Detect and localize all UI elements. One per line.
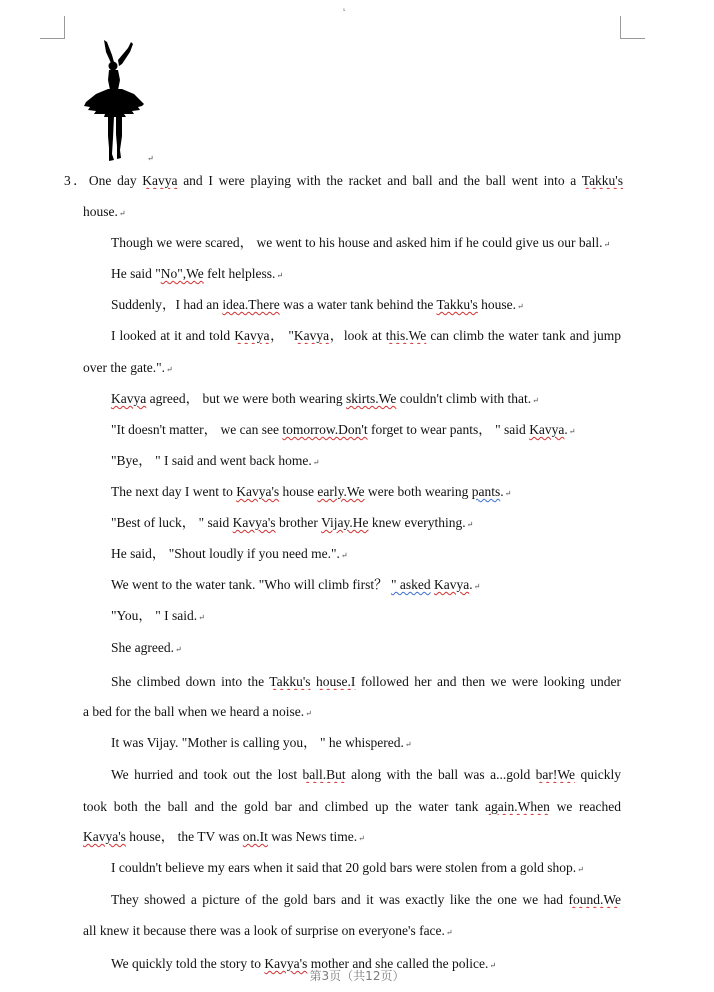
story-line bbox=[111, 577, 480, 593]
spellcheck-flagged-text: Takku's bbox=[436, 297, 478, 312]
story-line bbox=[83, 799, 621, 815]
text-run: It was Vijay. "Mother is calling you， " he whispered. bbox=[111, 735, 404, 750]
text-run: house. bbox=[83, 204, 118, 219]
text-run: We went to the water tank. "Who will climb first？ bbox=[111, 577, 391, 592]
spellcheck-flagged-text: Kavya's bbox=[232, 515, 276, 530]
paragraph-mark: ↵ bbox=[473, 582, 481, 591]
spellcheck-flagged-text: " asked bbox=[390, 577, 431, 592]
spellcheck-flagged-text: Kavya bbox=[111, 391, 147, 406]
paragraph-mark: ↵ bbox=[466, 520, 474, 529]
text-run: ，look at bbox=[329, 328, 386, 343]
text-run: . bbox=[469, 577, 473, 592]
text-run: "It doesn't matter， we can see bbox=[111, 422, 283, 437]
story-line bbox=[111, 297, 524, 313]
story-line bbox=[111, 892, 621, 908]
story-line bbox=[111, 735, 412, 751]
text-run: "Bye， " I said and went back home. bbox=[111, 453, 312, 468]
spellcheck-flagged-text: Takku's bbox=[269, 674, 311, 689]
spellcheck-flagged-text: No",We bbox=[160, 266, 204, 281]
paragraph-mark: ↵ bbox=[532, 396, 539, 405]
text-run: we reached bbox=[549, 799, 621, 814]
paragraph-mark: ↵ bbox=[276, 271, 284, 280]
spellcheck-flagged-text: skirts.We bbox=[346, 391, 397, 406]
text-run: He said， "Shout loudly if you need me.". bbox=[111, 546, 340, 561]
text-run: agreed， but we were both wearing bbox=[146, 391, 347, 406]
paragraph-mark: ↵ bbox=[165, 365, 173, 374]
spellcheck-flagged-text: bar!We bbox=[535, 767, 576, 782]
text-run: took both the ball and the gold bar and climbed up the water tank bbox=[83, 799, 486, 814]
story-line bbox=[83, 360, 173, 376]
text-run: was News time. bbox=[267, 829, 358, 844]
story-line bbox=[83, 923, 453, 939]
paragraph-mark: ↵ bbox=[340, 551, 348, 560]
paragraph-mark: ↵ bbox=[147, 154, 154, 163]
page-footer: 第3页（共12页） bbox=[309, 969, 405, 983]
text-run: He said " bbox=[111, 266, 161, 281]
spellcheck-flagged-text: this.We bbox=[385, 328, 427, 343]
paragraph-mark: ↵ bbox=[404, 740, 412, 749]
spellcheck-flagged-text: Kavya's bbox=[264, 956, 308, 971]
spellcheck-flagged-text: Kavya's bbox=[83, 829, 126, 844]
text-run: The next day I went to bbox=[111, 484, 237, 499]
spellcheck-flagged-text: found.We bbox=[568, 892, 621, 907]
question-number: 3． bbox=[64, 173, 89, 188]
story-line bbox=[111, 328, 621, 344]
spellcheck-flagged-text: Takku's bbox=[581, 173, 623, 188]
story-line bbox=[111, 391, 539, 407]
text-run: a bed for the ball when we heard a noise. bbox=[83, 704, 305, 719]
spellcheck-flagged-text: pants bbox=[471, 484, 501, 499]
paragraph-mark: ↵ bbox=[174, 645, 182, 654]
text-run: She climbed down into the bbox=[111, 674, 270, 689]
crop-mark-top-right bbox=[620, 16, 645, 39]
spellcheck-flagged-text: early.We bbox=[317, 484, 365, 499]
spellcheck-flagged-text: Kavya bbox=[234, 328, 270, 343]
story-line bbox=[111, 235, 610, 251]
story-line bbox=[64, 173, 623, 189]
paragraph-mark: ↵ bbox=[312, 458, 320, 467]
text-run: all knew it because there was a look of surprise on everyone's face. bbox=[83, 923, 445, 938]
paragraph-mark: ↵ bbox=[305, 709, 312, 718]
spellcheck-flagged-text: again.When bbox=[485, 799, 550, 814]
text-run: forget to wear pants， " said bbox=[367, 422, 530, 437]
text-run: were both wearing bbox=[364, 484, 472, 499]
paragraph-mark: ↵ bbox=[198, 613, 205, 622]
text-run: was a water tank behind the bbox=[279, 297, 437, 312]
text-run: ， " bbox=[269, 328, 294, 343]
text-run: "Best of luck， " said bbox=[111, 515, 233, 530]
text-run: Though we were scared， we went to his house and asked him if he could give us our ball. bbox=[111, 235, 603, 250]
text-run: brother bbox=[275, 515, 322, 530]
text-run: and I were playing with the racket and ball and the ball went into a bbox=[177, 173, 582, 188]
text-run: She agreed. bbox=[111, 640, 174, 655]
paragraph-mark: ↵ bbox=[577, 865, 584, 874]
text-run: We hurried and took out the lost bbox=[111, 767, 303, 782]
paragraph-mark: ↵ bbox=[517, 302, 524, 311]
text-run: can climb the water tank and jump bbox=[426, 328, 621, 343]
text-run: . bbox=[564, 422, 568, 437]
text-run: We quickly told the story to bbox=[111, 956, 265, 971]
story-line bbox=[111, 484, 511, 500]
story-line bbox=[111, 860, 584, 876]
story-line bbox=[111, 546, 348, 562]
top-mark: ⸤ bbox=[343, 4, 346, 12]
paragraph-mark: ↵ bbox=[358, 834, 365, 843]
story-line bbox=[83, 204, 126, 220]
text-run: quickly bbox=[575, 767, 621, 782]
text-run: followed her and then we were looking under bbox=[355, 674, 621, 689]
spellcheck-flagged-text: ball.But bbox=[302, 767, 346, 782]
text-run: I looked at it and told bbox=[111, 328, 235, 343]
text-run: I couldn't believe my ears when it said that 20 gold bars were stolen from a gold shop. bbox=[111, 860, 577, 875]
story-line bbox=[111, 422, 576, 438]
text-run: . bbox=[500, 484, 504, 499]
story-line bbox=[111, 515, 473, 531]
spellcheck-flagged-text: Kavya's bbox=[236, 484, 280, 499]
ballerina-silhouette-image bbox=[82, 40, 146, 162]
spellcheck-flagged-text: Kavya bbox=[529, 422, 565, 437]
paragraph-mark: ↵ bbox=[603, 240, 611, 249]
paragraph-mark: ↵ bbox=[445, 928, 453, 937]
story-line bbox=[111, 674, 621, 690]
story-line bbox=[111, 266, 283, 282]
spellcheck-flagged-text: tomorrow.Don't bbox=[282, 422, 368, 437]
spellcheck-flagged-text: Vijay.He bbox=[321, 515, 369, 530]
text-run: house， the TV was bbox=[125, 829, 243, 844]
text-run: mother and she called the police. bbox=[307, 956, 489, 971]
text-run: along with the ball was a...gold bbox=[345, 767, 536, 782]
paragraph-mark: ↵ bbox=[118, 209, 126, 218]
story-line bbox=[83, 829, 365, 845]
text-run: over the gate.". bbox=[83, 360, 165, 375]
spellcheck-flagged-text: on.It bbox=[242, 829, 268, 844]
story-line bbox=[111, 640, 182, 656]
text-run: Suddenly，I had an bbox=[111, 297, 223, 312]
text-run: They showed a picture of the gold bars and it was exactly like the one we had bbox=[111, 892, 569, 907]
story-line bbox=[111, 767, 621, 783]
paragraph-mark: ↵ bbox=[568, 427, 576, 436]
text-run: couldn't climb with that. bbox=[396, 391, 532, 406]
text-run: "You， " I said. bbox=[111, 608, 198, 623]
text-run: knew everything. bbox=[368, 515, 466, 530]
text-run: house bbox=[279, 484, 318, 499]
crop-mark-top-left bbox=[40, 16, 65, 39]
text-run: house. bbox=[477, 297, 517, 312]
text-run: One day bbox=[88, 173, 143, 188]
spellcheck-flagged-text: Kavya bbox=[293, 328, 330, 343]
spellcheck-flagged-text: Kavya bbox=[142, 173, 178, 188]
paragraph-mark: ↵ bbox=[504, 489, 512, 498]
story-line bbox=[111, 453, 319, 469]
spellcheck-flagged-text: idea.There bbox=[222, 297, 280, 312]
text-run: felt helpless. bbox=[203, 266, 276, 281]
story-line bbox=[83, 704, 312, 720]
story-line bbox=[111, 608, 205, 624]
spellcheck-flagged-text: Kavya bbox=[433, 577, 470, 592]
spellcheck-flagged-text: house.I bbox=[316, 674, 356, 689]
paragraph-mark: ↵ bbox=[489, 961, 497, 970]
